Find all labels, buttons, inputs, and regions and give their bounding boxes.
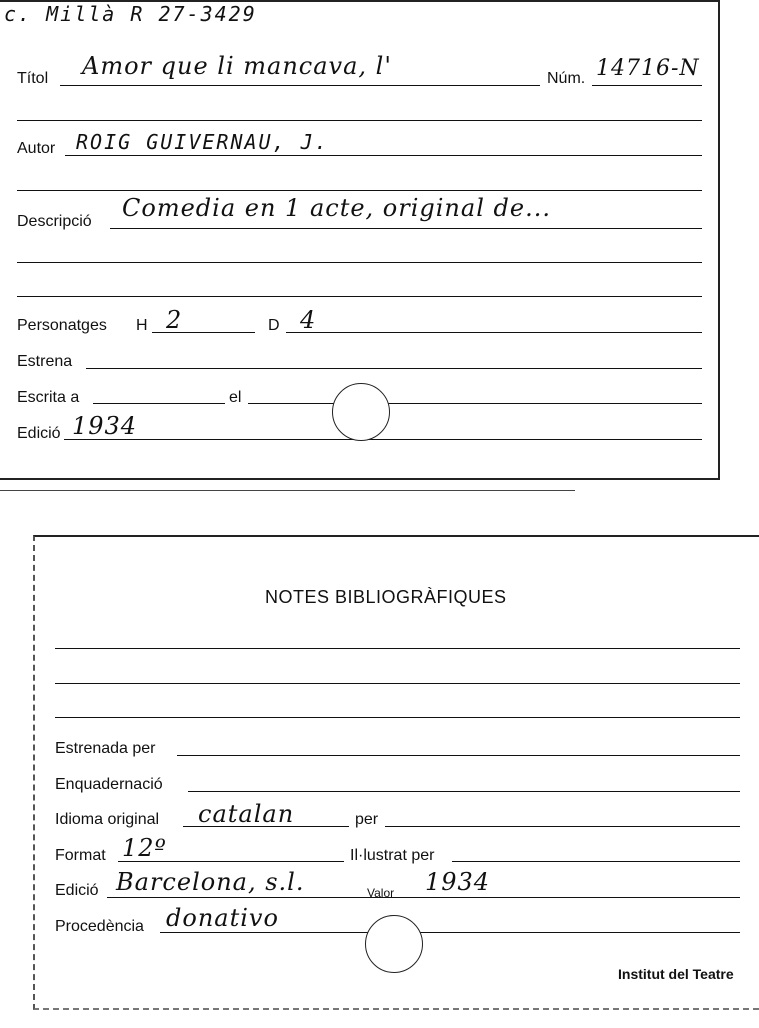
d-label: D [268,317,280,334]
edicio2-line [107,897,740,898]
procedencia-label: Procedència [55,918,144,935]
edicio-value: 1934 [72,412,138,440]
enquadernacio-line [188,791,740,792]
card-divider [0,490,575,491]
estrena-label: Estrena [17,353,73,370]
escrita-label: Escrita a [17,389,80,406]
notes-line-3 [55,717,740,718]
h-label: H [136,317,148,334]
descripcio-line [110,228,702,229]
h-value: 2 [166,306,183,334]
punch-hole-2 [365,915,423,973]
autor-line [65,155,702,156]
titol-line [60,85,540,86]
illustrat-line [452,861,740,862]
autor-line-2 [17,190,702,191]
notes-line-1 [55,648,740,649]
titol-line-2 [17,120,702,121]
edicio2-value: Barcelona, s.l. [116,868,305,896]
illustrat-label: Il·lustrat per [350,847,435,864]
estrenada-line [177,755,740,756]
estrena-line [86,368,702,369]
d-line [286,332,702,333]
personatges-label: Personatges [17,317,107,334]
idioma-value: catalan [198,800,295,828]
el-line [248,403,702,404]
d-value: 4 [300,306,317,334]
procedencia-value: donativo [166,904,279,932]
valor-value: 1934 [425,868,491,896]
institution-label: Institut del Teatre [618,966,734,982]
titol-value: Amor que li mancava, l' [82,52,392,80]
edicio2-label: Edició [55,882,99,899]
edicio-line [64,439,702,440]
autor-value: ROIG GUIVERNAU, J. [76,130,329,154]
idioma-label: Idioma original [55,811,160,828]
punch-hole [332,383,390,441]
descripcio-value: Comedia en 1 acte, original de... [122,194,551,222]
escrita-line [93,403,225,404]
notes-heading: NOTES BIBLIOGRÀFIQUES [265,587,507,607]
per-line [385,826,740,827]
descripcio-line-3 [17,296,702,297]
format-label: Format [55,847,106,864]
num-line [592,85,702,86]
descripcio-line-2 [17,262,702,263]
autor-label: Autor [17,140,56,157]
valor-label: Valor [367,886,395,900]
procedencia-line [160,932,740,933]
enquadernacio-label: Enquadernació [55,776,163,793]
num-value: 14716-N [596,56,700,81]
descripcio-label: Descripció [17,213,92,230]
estrenada-label: Estrenada per [55,740,156,757]
titol-label: Títol [17,70,49,87]
notes-line-2 [55,683,740,684]
format-value: 12º [122,834,167,862]
num-label: Núm. [547,70,586,87]
per-label: per [355,811,379,828]
el-label: el [229,389,242,406]
call-number-note: c. Millà R 27-3429 [4,2,257,26]
edicio-label: Edició [17,425,61,442]
